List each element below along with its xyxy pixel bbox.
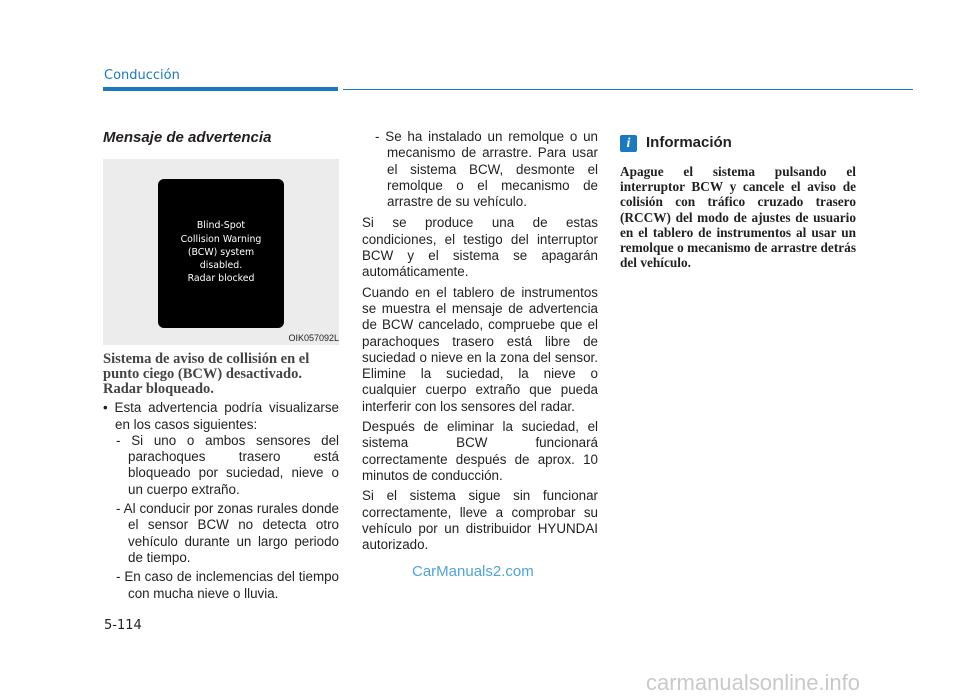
page-number: 5-114 bbox=[104, 618, 142, 633]
cluster-line: Collision Warning bbox=[180, 233, 262, 245]
cluster-line: Blind-Spot bbox=[196, 220, 246, 232]
column-left bbox=[103, 120, 339, 605]
info-icon: i bbox=[620, 135, 637, 152]
dash-item: - Si uno o ambos sensores del parachoques trasero está bloqueado por suciedad, nieve o un cuerpo extraño. bbox=[116, 432, 339, 497]
paragraph: Si el sistema sigue sin funcionar correctamente, lleve a comprobar su vehículo por un distribuidor HYUNDAI autorizado. bbox=[362, 488, 598, 553]
cluster-message bbox=[158, 219, 284, 285]
cluster-line: Radar blocked bbox=[187, 273, 255, 285]
cluster-display bbox=[158, 179, 284, 328]
info-header bbox=[620, 133, 856, 153]
cluster-line: (BCW) system bbox=[187, 246, 255, 258]
header-rule-thick bbox=[103, 87, 338, 91]
watermark-link[interactable]: CarManuals2.com bbox=[412, 563, 534, 580]
section-title: Conducción bbox=[104, 68, 180, 83]
paragraph: Después de eliminar la suciedad, el sistema BCW funcionará correctamente después de aprox. 10 minutos de conducción. bbox=[362, 419, 598, 483]
paragraph: Si se produce una de estas condiciones, el testigo del interruptor BCW y el sistema se apagarán automáticamente. bbox=[362, 215, 598, 280]
dash-item: - Al conducir por zonas rurales donde el sensor BCW no detecta otro vehículo durante un largo periodo de tiempo. bbox=[116, 501, 339, 565]
figure-caption: Sistema de aviso de collisión en el punto ciego (BCW) desactivado. Radar bloqueado. bbox=[103, 351, 310, 398]
cluster-line: disabled. bbox=[199, 259, 243, 271]
info-title: Información bbox=[646, 133, 732, 151]
footer-watermark: carmanualsonline.info bbox=[646, 670, 861, 695]
dash-item: - Se ha instalado un remolque o un mecanismo de arrastre. Para usar el sistema BCW, desmonte el remolque o el mecanismo de arrastre de su vehículo. bbox=[375, 129, 598, 210]
figure-code: OIK057092L bbox=[288, 333, 339, 343]
info-body: Apague el sistema pulsando el interruptor BCW y cancele el aviso de colisión con tráfico cruzado trasero (RCCW) del modo de ajustes de usuario en el tablero de instrumentos al usar un remolque o mecanismo de arrastre detrás del vehículo. bbox=[620, 164, 856, 271]
bullet-item: • Esta advertencia podría visualizarse en los casos siguientes: bbox=[103, 400, 339, 432]
warning-heading: Mensaje de advertencia bbox=[103, 129, 272, 146]
header-rule-thin bbox=[343, 89, 913, 90]
column-right bbox=[620, 120, 856, 270]
cluster-figure bbox=[103, 159, 339, 345]
column-middle bbox=[362, 129, 598, 557]
paragraph: Cuando en el tablero de instrumentos se muestra el mensaje de advertencia de BCW cancelado, compruebe que el parachoques trasero está libre de suciedad o nieve en la zona del sensor. Elimine la suciedad, la nieve o cualquier cuerpo extraño que pueda interferir con los sensores del radar. bbox=[362, 284, 598, 414]
dash-item: - En caso de inclemencias del tiempo con mucha nieve o lluvia. bbox=[116, 569, 339, 601]
